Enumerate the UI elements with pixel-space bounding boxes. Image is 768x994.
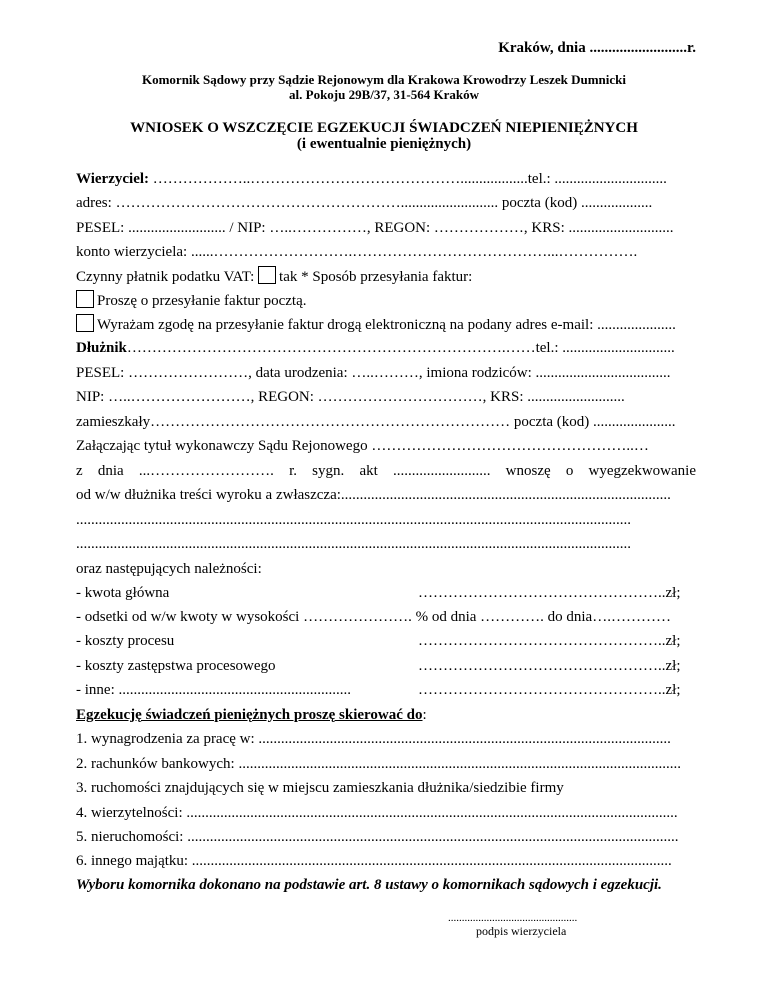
execution-item-realestate[interactable]: 5. nieruchomości: ...................................................................................................................................	[76, 829, 679, 845]
execution-heading-colon: :	[422, 707, 427, 723]
execution-item-bank[interactable]: 2. rachunków bankowych: ......................................................................................................................	[76, 756, 681, 772]
debtor-pesel-field[interactable]: PESEL: ……………………, data urodzenia: …..………, imiona rodziców: ....................................	[76, 365, 671, 381]
execution-item-receivables[interactable]: 4. wierzytelności: ...................................................................................................................................	[76, 805, 678, 821]
word-o: o	[565, 463, 574, 479]
title-court-field[interactable]: Załączając tytuł wykonawczy Sądu Rejonowego ……………………………………………..…	[76, 438, 649, 454]
word-wnosze: wnoszę	[505, 463, 551, 479]
bailiff-choice-note: Wyboru komornika dokonano na podstawie art. 8 ustawy o komornikach sądowych i egzekucji.	[76, 877, 662, 893]
creditor-line	[76, 170, 667, 188]
word-akt: akt	[359, 463, 378, 479]
debtor-name-field[interactable]: ………………………………………………………………….……tel.: ..............................	[126, 340, 675, 356]
execution-item-movables: 3. ruchomości znajdujących się w miejscu zamieszkania dłużnika/siedzibie firmy	[76, 780, 564, 796]
signature-label: podpis wierzyciela	[476, 924, 567, 938]
claim-main-amount-field[interactable]: …………………………………………..zł;	[418, 585, 681, 601]
signature-field[interactable]: ...............................................	[448, 912, 578, 924]
case-number-field[interactable]: ..........................	[392, 463, 491, 479]
invoice-email-label: Wyrażam zgodę na przesyłanie faktur drogą elektroniczną na podany adres e-mail: .....................	[97, 317, 676, 333]
judgment-content-field[interactable]: od w/w dłużnika treści wyroku a zwłaszcza:........................................................................................	[76, 487, 671, 503]
execution-item-other[interactable]: 6. innego majątku: ................................................................................................................................	[76, 853, 672, 869]
vat-line	[76, 266, 472, 286]
creditor-label: Wierzyciel:	[76, 171, 150, 187]
word-r: r.	[289, 463, 297, 479]
claim-other-field[interactable]: - inne: ..............................................................	[76, 682, 351, 698]
execution-item-salary[interactable]: 1. wynagrodzenia za pracę w: ..............................................................................................................	[76, 731, 671, 747]
creditor-account-field[interactable]: konto wierzyciela: ......……………………….…………………………………...…………….	[76, 244, 638, 260]
execution-heading-text: Egzekucję świadczeń pieniężnych proszę skierować do	[76, 707, 423, 723]
title-date-line	[76, 462, 696, 480]
creditor-address-field[interactable]: adres: ………………………………………………….......................... poczta (kod) ...................	[76, 195, 653, 211]
document-title: WNIOSEK O WSZCZĘCIE EGZEKUCJI ŚWIADCZEŃ NIEPIENIĘŻNYCH	[130, 120, 638, 136]
vat-checkbox[interactable]	[258, 266, 276, 284]
invoice-post-checkbox[interactable]	[76, 290, 94, 308]
invoice-email-checkbox[interactable]	[76, 314, 94, 332]
claim-representation-amount-field[interactable]: …………………………………………..zł;	[418, 658, 681, 674]
invoice-post-label: Proszę o przesyłanie faktur pocztą.	[97, 293, 307, 309]
vat-yes-label: tak * Sposób przesyłania faktur:	[279, 269, 473, 285]
word-wyegzekwowanie: wyegzekwowanie	[588, 463, 696, 479]
debtor-label: Dłużnik	[76, 340, 127, 356]
claim-costs-label: - koszty procesu	[76, 633, 175, 649]
debtor-nip-field[interactable]: NIP: …..……………………, REGON: ……………………………, KRS: ..........................	[76, 389, 625, 405]
title-date-field[interactable]: ...…………………….	[138, 463, 274, 479]
claim-representation-label: - koszty zastępstwa procesowego	[76, 658, 276, 674]
claim-main-label: - kwota główna	[76, 585, 170, 601]
creditor-ids-field[interactable]: PESEL: .......................... / NIP: …..……………, REGON: ………………, KRS: ............................	[76, 220, 674, 236]
invoice-email-line	[76, 314, 676, 334]
judgment-content-line-3[interactable]: ....................................................................................................................................................	[76, 536, 631, 552]
claim-other-amount-field[interactable]: …………………………………………..zł;	[418, 682, 681, 698]
bailiff-name: Komornik Sądowy przy Sądzie Rejonowym dla Krakowa Krowodrzy Leszek Dumnicki	[141, 72, 626, 87]
execution-heading	[76, 706, 427, 724]
vat-label: Czynny płatnik podatku VAT:	[76, 269, 255, 285]
word-dnia: dnia	[97, 463, 124, 479]
claim-interest-field[interactable]: - odsetki od w/w kwoty w wysokości …………………. % od dnia …………. do dnia….…………	[76, 609, 671, 625]
word-sygn: sygn.	[312, 463, 345, 479]
city-date: Kraków, dnia ..........................r.	[498, 40, 696, 56]
invoice-post-line	[76, 290, 307, 310]
claims-intro: oraz następujących należności:	[76, 561, 262, 577]
claim-costs-amount-field[interactable]: …………………………………………..zł;	[418, 633, 681, 649]
word-z: z	[76, 463, 83, 479]
judgment-content-line-2[interactable]: ....................................................................................................................................................	[76, 512, 631, 528]
creditor-name-field[interactable]: ………………..……………………………………..................tel.: ..............................	[149, 171, 667, 187]
document-subtitle: (i ewentualnie pieniężnych)	[296, 136, 472, 152]
debtor-residence-field[interactable]: zamieszkały……………………………………………………………… poczta (kod) ......................	[76, 414, 676, 430]
bailiff-address: al. Pokoju 29B/37, 31-564 Kraków	[289, 87, 479, 102]
debtor-line	[76, 339, 675, 357]
